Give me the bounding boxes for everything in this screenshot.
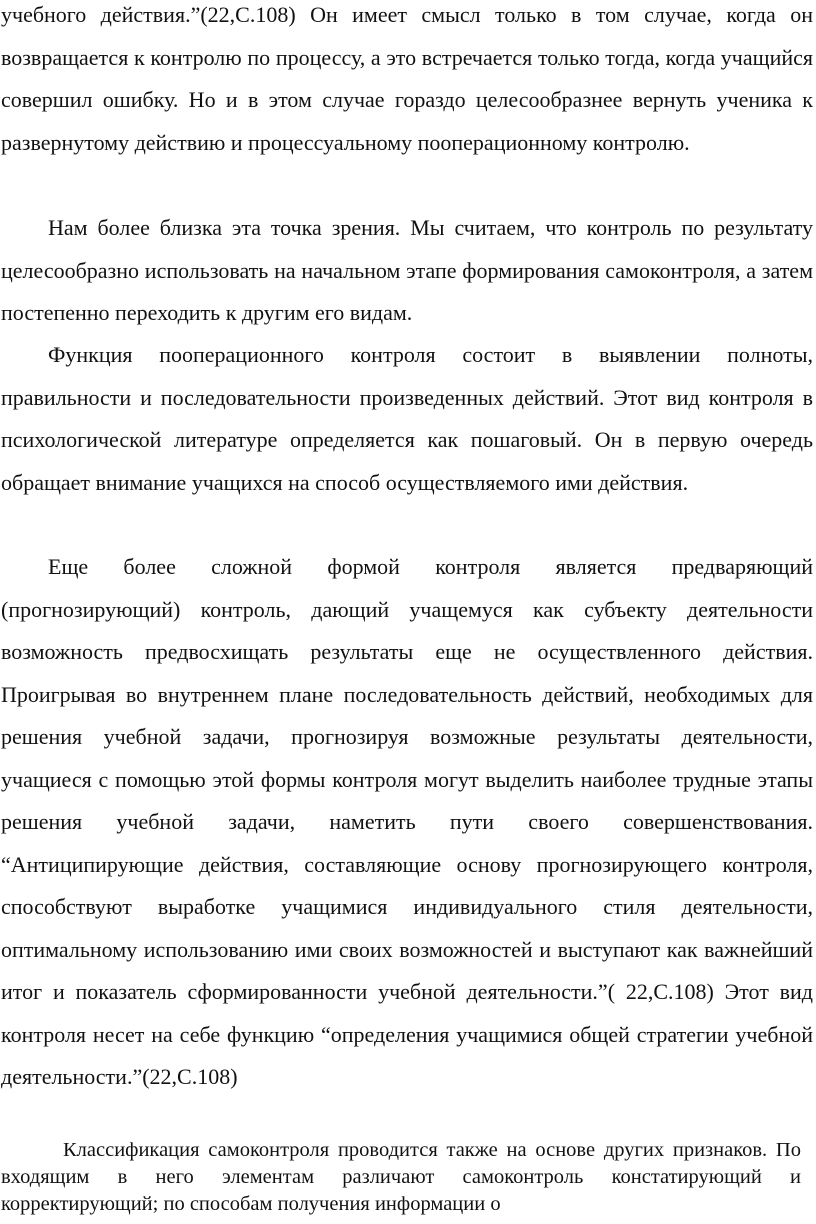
paragraph-3: Функция пооперационного контроля состоит в выявлении полноты, правильности и последовательности произведенных действий. Этот вид контроля в психологической литературе определяется как пошаговый. Он в первую очередь обращает внимание учащихся на способ осуществляемого ими действия.	[1, 342, 813, 495]
paragraph-5: Классификация самоконтроля проводится также на основе других признаков. По входящим в него элементам различают самоконтроль констатирующий и корректирующий; по способам получения информации о	[1, 1139, 801, 1215]
paragraph-2: Нам более близка эта точка зрения. Мы считаем, что контроль по результату целесообразно использовать на начальном этапе формирования самоконтроля, а затем постепенно переходить к другим его видам.	[1, 215, 813, 325]
paragraph-4: Еще более сложной формой контроля является предваряющий (прогнозирующий) контроль, дающий учащемуся как субъекту деятельности возможность предвосхищать результаты еще не осуществленного действия. Проигрывая во внутреннем плане последовательность действий, необходимых для решения учебной задачи, прогнозируя возможные результаты деятельности, учащиеся с помощью этой формы контроля могут выделить наиболее трудные этапы решения учебной задачи, наметить пути своего совершенствования. “Антиципирующие действия, составляющие основу прогнозирующего контроля, способствуют выработке учащимися индивидуального стиля деятельности, оптимальному использованию ими своих возможностей и выступают как важнейший итог и показатель сформированности учебной деятельности.”( 22,С.108) Этот вид контроля несет на себе функцию “определения учащимися общей стратегии учебной деятельности.”(22,С.108)	[1, 554, 813, 1089]
paragraph-1: учебного действия.”(22,С.108) Он имеет смысл только в том случае, когда он возвращается к контролю по процессу, а это встречается только тогда, когда учащийся совершил ошибку. Но и в этом случае гораздо целесообразнее вернуть ученика к развернутому действию и процессуальному пооперационному контролю.	[1, 2, 813, 155]
